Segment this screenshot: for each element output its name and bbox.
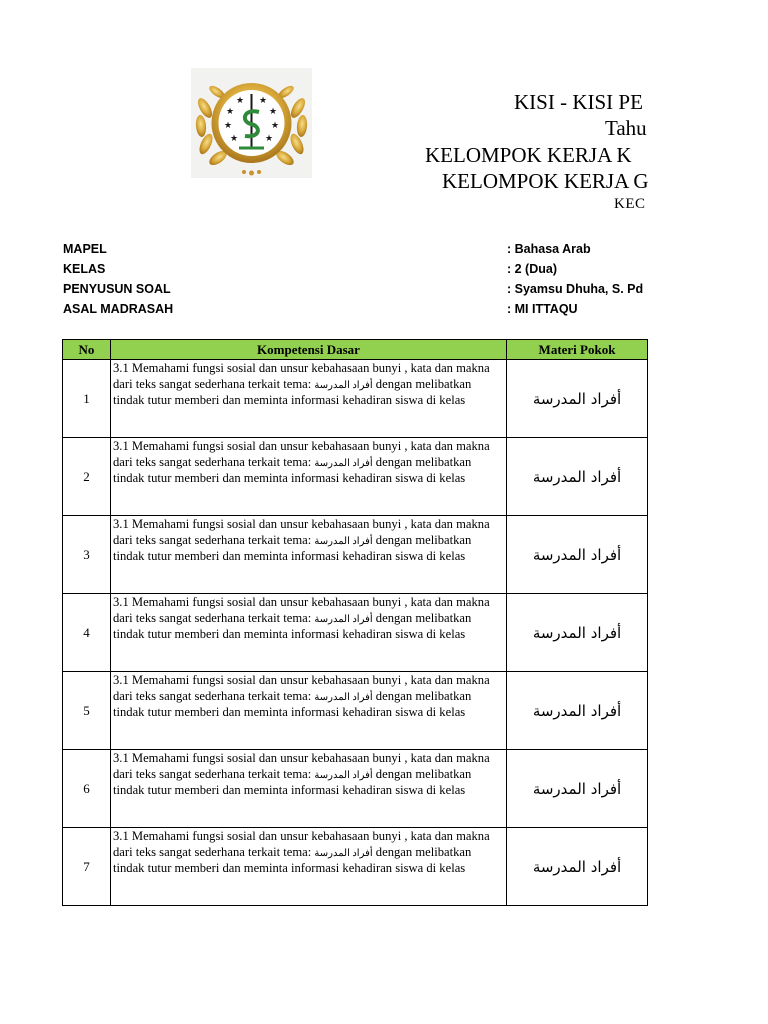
svg-text:★: ★ (270, 121, 280, 131)
row-number: 4 (63, 594, 111, 672)
table-row (63, 750, 648, 828)
kd-arabic-term: أفراد المدرسة (314, 613, 373, 625)
svg-text:★: ★ (229, 134, 239, 144)
svg-text:★: ★ (264, 134, 274, 144)
svg-text:★: ★ (223, 121, 233, 131)
kd-arabic-term: أفراد المدرسة (314, 379, 373, 391)
row-number: 1 (63, 360, 111, 438)
row-number: 7 (63, 828, 111, 906)
kd-arabic-term: أفراد المدرسة (314, 535, 373, 547)
kd-text-start: 3.1 Memahami fungsi sosial dan unsur kebahasaan bunyi , kata dan makna dari teks sangat sederhana terkait tema: (113, 439, 490, 469)
kd-text-start: 3.1 Memahami fungsi sosial dan unsur kebahasaan bunyi , kata dan makna dari teks sangat sederhana terkait tema: (113, 829, 490, 859)
column-header-kompetensi-dasar: Kompetensi Dasar (111, 340, 507, 360)
kd-text-start: 3.1 Memahami fungsi sosial dan unsur kebahasaan bunyi , kata dan makna dari teks sangat sederhana terkait tema: (113, 595, 490, 625)
svg-text:★: ★ (225, 107, 235, 117)
materi-pokok-cell: أفراد المدرسة (507, 438, 648, 516)
kisi-table (62, 339, 648, 906)
meta-label-mapel: MAPEL (63, 242, 107, 256)
meta-value-penyusun: : Syamsu Dhuha, S. Pd (507, 282, 644, 296)
kompetensi-dasar-cell (111, 594, 507, 672)
organization-logo (191, 68, 312, 178)
table-row (63, 672, 648, 750)
row-number: 5 (63, 672, 111, 750)
kd-text-end: dengan melibatkan tindak tutur memberi dan meminta informasi kehadiran siswa di kelas (113, 376, 472, 408)
svg-text:★: ★ (235, 96, 245, 106)
table-row (63, 438, 648, 516)
table-row (63, 594, 648, 672)
header-title-line-1: KISI - KISI PE (514, 90, 643, 114)
meta-value-asal-madrasah: : MI ITTAQU (507, 302, 578, 316)
column-header-materi-pokok: Materi Pokok (507, 340, 648, 360)
meta-label-penyusun: PENYUSUN SOAL (63, 282, 171, 296)
materi-pokok-cell: أفراد المدرسة (507, 750, 648, 828)
kompetensi-dasar-cell (111, 828, 507, 906)
materi-pokok-cell: أفراد المدرسة (507, 828, 648, 906)
svg-text:★: ★ (258, 96, 268, 106)
header-title-line-4: KELOMPOK KERJA G (442, 169, 649, 193)
meta-label-kelas: KELAS (63, 262, 106, 276)
row-number: 3 (63, 516, 111, 594)
table-row (63, 828, 648, 906)
materi-pokok-cell: أفراد المدرسة (507, 672, 648, 750)
kd-arabic-term: أفراد المدرسة (314, 769, 373, 781)
table-row (63, 516, 648, 594)
kd-text-end: dengan melibatkan tindak tutur memberi dan meminta informasi kehadiran siswa di kelas (113, 610, 472, 642)
meta-label-asal-madrasah: ASAL MADRASAH (63, 302, 174, 316)
kd-text-start: 3.1 Memahami fungsi sosial dan unsur kebahasaan bunyi , kata dan makna dari teks sangat sederhana terkait tema: (113, 673, 490, 703)
kompetensi-dasar-cell (111, 750, 507, 828)
kd-text-end: dengan melibatkan tindak tutur memberi dan meminta informasi kehadiran siswa di kelas (113, 844, 472, 876)
meta-value-mapel: : Bahasa Arab (507, 242, 591, 256)
materi-pokok-cell: أفراد المدرسة (507, 594, 648, 672)
column-header-no: No (63, 340, 111, 360)
kompetensi-dasar-cell (111, 672, 507, 750)
kompetensi-dasar-cell (111, 360, 507, 438)
kd-text-end: dengan melibatkan tindak tutur memberi dan meminta informasi kehadiran siswa di kelas (113, 766, 472, 798)
kd-text-end: dengan melibatkan tindak tutur memberi dan meminta informasi kehadiran siswa di kelas (113, 454, 472, 486)
materi-pokok-cell: أفراد المدرسة (507, 516, 648, 594)
kd-arabic-term: أفراد المدرسة (314, 847, 373, 859)
header-title-line-5: KEC (614, 196, 646, 212)
meta-value-kelas: : 2 (Dua) (507, 262, 557, 276)
svg-text:★: ★ (268, 107, 278, 117)
kd-arabic-term: أفراد المدرسة (314, 691, 373, 703)
kompetensi-dasar-cell (111, 438, 507, 516)
kd-text-start: 3.1 Memahami fungsi sosial dan unsur kebahasaan bunyi , kata dan makna dari teks sangat sederhana terkait tema: (113, 361, 490, 391)
kd-text-end: dengan melibatkan tindak tutur memberi dan meminta informasi kehadiran siswa di kelas (113, 532, 472, 564)
row-number: 2 (63, 438, 111, 516)
kompetensi-dasar-cell (111, 516, 507, 594)
kd-arabic-term: أفراد المدرسة (314, 457, 373, 469)
header-title-line-2: Tahu (605, 116, 647, 140)
table-header-row (63, 340, 648, 360)
materi-pokok-cell: أفراد المدرسة (507, 360, 648, 438)
kd-text-start: 3.1 Memahami fungsi sosial dan unsur kebahasaan bunyi , kata dan makna dari teks sangat sederhana terkait tema: (113, 517, 490, 547)
table-row (63, 360, 648, 438)
header-title-line-3: KELOMPOK KERJA K (425, 143, 632, 167)
kd-text-start: 3.1 Memahami fungsi sosial dan unsur kebahasaan bunyi , kata dan makna dari teks sangat sederhana terkait tema: (113, 751, 490, 781)
kd-text-end: dengan melibatkan tindak tutur memberi dan meminta informasi kehadiran siswa di kelas (113, 688, 472, 720)
row-number: 6 (63, 750, 111, 828)
